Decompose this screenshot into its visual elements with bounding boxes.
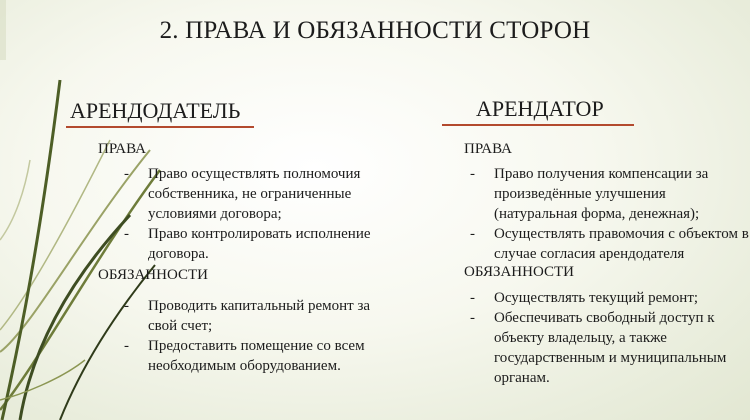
landlord-heading: АРЕНДОДАТЕЛЬ — [70, 98, 241, 123]
bullet-dash: - — [124, 338, 129, 354]
landlord-rights-label: ПРАВА — [98, 141, 146, 157]
list-item-text: Обеспечивать свободный доступ к объекту владельцу, а также государственным и муниципальным органам. — [494, 310, 727, 386]
list-item — [124, 296, 394, 336]
bullet-dash: - — [470, 290, 475, 306]
list-item-text: Право контролировать исполнение договора. — [148, 226, 371, 262]
bullet-dash: - — [470, 310, 475, 326]
bullet-dash: - — [124, 166, 129, 182]
list-item — [124, 164, 394, 224]
landlord-rights-list — [124, 164, 394, 264]
landlord-duties-label: ОБЯЗАННОСТИ — [98, 267, 208, 283]
list-item — [470, 164, 750, 224]
list-item — [124, 224, 394, 264]
list-item-text: Предоставить помещение со всем необходимым оборудованием. — [148, 338, 365, 374]
tenant-heading: АРЕНДАТОР — [476, 96, 604, 121]
landlord-duties-list — [124, 296, 394, 376]
list-item-text: Осуществлять текущий ремонт; — [494, 290, 699, 306]
bullet-dash: - — [470, 166, 475, 182]
list-item — [124, 336, 394, 376]
list-item-text: Проводить капитальный ремонт за свой счет; — [148, 298, 371, 334]
list-item-text: Право получения компенсации за произведённые улучшения (натуральная форма, денежная); — [494, 166, 709, 222]
tenant-heading-underline — [442, 124, 634, 126]
landlord-heading-underline — [66, 126, 254, 128]
tenant-rights-list — [470, 164, 750, 264]
bullet-dash: - — [124, 226, 129, 242]
list-item — [470, 308, 740, 388]
list-item-text: Осуществлять правомочия с объектом в случае согласия арендодателя — [494, 226, 749, 262]
bullet-dash: - — [470, 226, 475, 242]
tenant-duties-label: ОБЯЗАННОСТИ — [464, 264, 574, 280]
list-item-text: Право осуществлять полномочия собственника, не ограниченные условиями договора; — [148, 166, 361, 222]
bullet-dash: - — [124, 298, 129, 314]
list-item — [470, 224, 750, 264]
slide-title: 2. ПРАВА И ОБЯЗАННОСТИ СТОРОН — [159, 17, 591, 44]
list-item — [470, 288, 740, 308]
tenant-duties-list — [470, 288, 740, 388]
tenant-rights-label: ПРАВА — [464, 141, 512, 157]
